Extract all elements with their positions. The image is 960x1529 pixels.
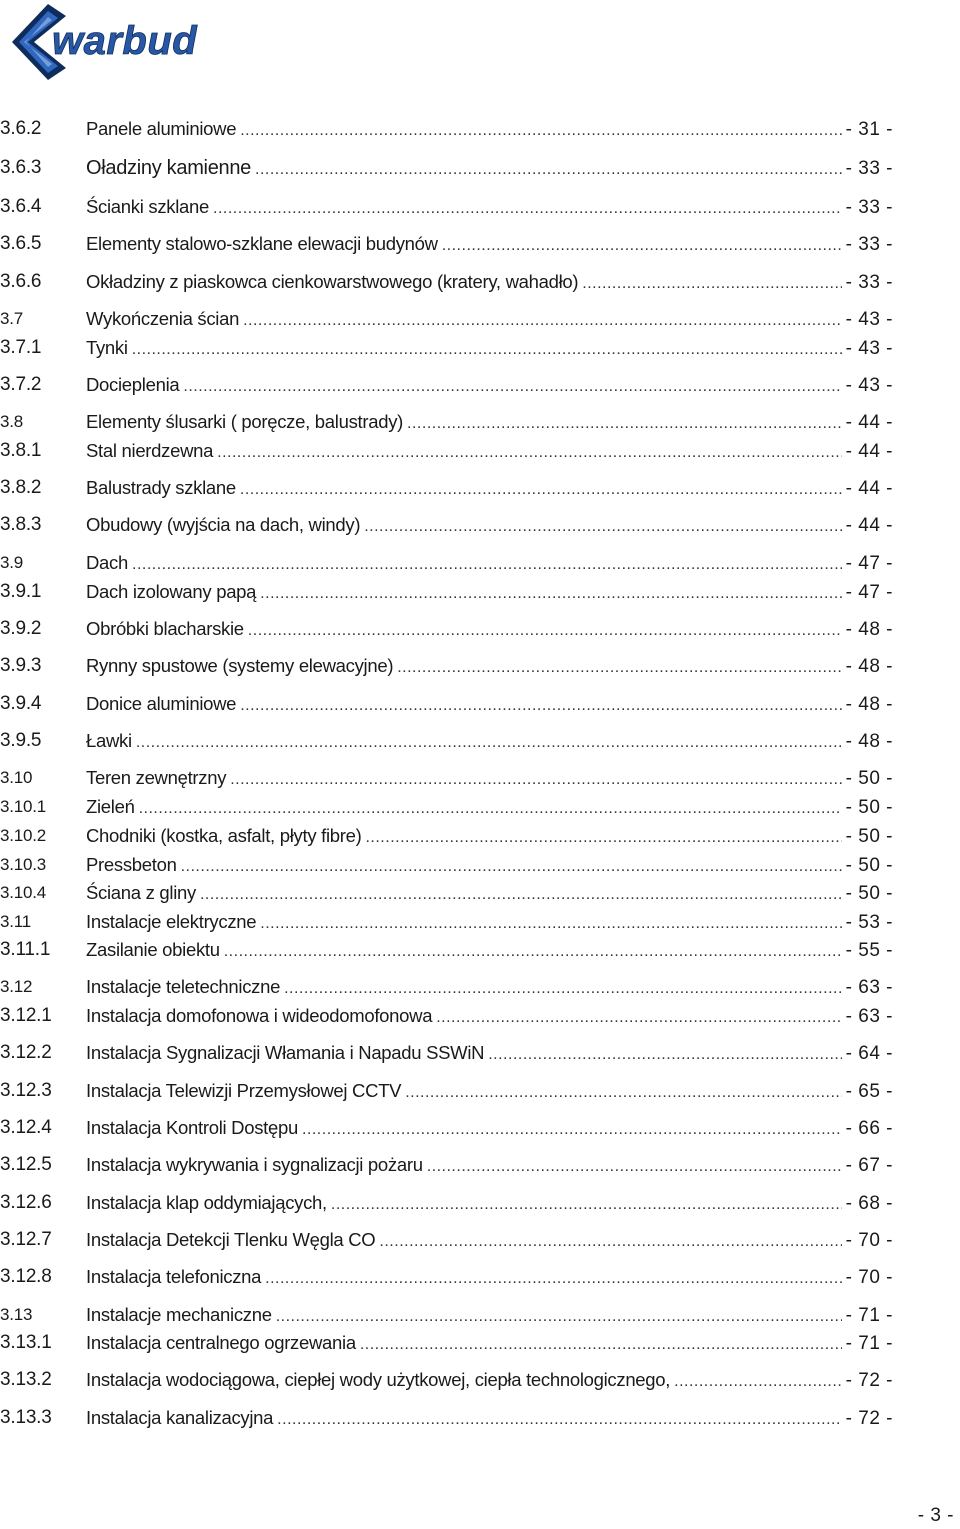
- toc-title: Dach izolowany papą: [86, 581, 257, 602]
- toc-row[interactable]: [0, 475, 893, 501]
- toc-number: 3.12.1: [0, 1005, 52, 1026]
- toc-number: 3.9.5: [0, 730, 42, 751]
- toc-title: Instalacja Sygnalizacji Włamania i Napadu SSWiN: [86, 1042, 485, 1063]
- toc-row[interactable]: [0, 909, 893, 935]
- toc-page: - 50 -: [845, 797, 893, 818]
- toc-leader: [488, 1042, 841, 1068]
- toc-number: 3.10.3: [0, 855, 47, 874]
- toc-row[interactable]: [0, 880, 893, 906]
- toc-number: 3.10.1: [0, 797, 47, 816]
- toc-number: 3.7.2: [0, 374, 42, 395]
- toc-title: Instalacje teletechniczne: [86, 976, 281, 997]
- toc-row[interactable]: [0, 1405, 893, 1431]
- toc-number: 3.12.7: [0, 1229, 52, 1250]
- toc-row[interactable]: [0, 269, 893, 295]
- toc-row[interactable]: [0, 1115, 893, 1141]
- toc-page: - 48 -: [845, 731, 893, 752]
- toc-title: Zieleń: [86, 796, 135, 817]
- toc-page: - 72 -: [845, 1370, 893, 1391]
- toc-leader: [224, 939, 842, 965]
- toc-page: - 68 -: [845, 1193, 893, 1214]
- toc-leader: [240, 477, 842, 503]
- toc-title: Oładziny kamienne: [86, 157, 251, 179]
- toc-page: - 71 -: [845, 1333, 893, 1354]
- toc-number: 3.12.8: [0, 1266, 52, 1287]
- toc-page: - 43 -: [845, 375, 893, 396]
- toc-row[interactable]: [0, 1330, 893, 1356]
- toc-title: Docieplenia: [86, 374, 180, 395]
- warbud-logo: [8, 2, 248, 82]
- toc-leader: [139, 796, 842, 822]
- toc-title: Instalacja Detekcji Tlenku Węgla CO: [86, 1229, 376, 1250]
- toc-row[interactable]: [0, 794, 893, 820]
- toc-title: Instalacja wodociągowa, ciepłej wody użytkowej, ciepła technologicznego,: [86, 1369, 671, 1390]
- toc-number: 3.7.1: [0, 337, 42, 358]
- toc-title: Ściana z gliny: [86, 882, 196, 903]
- toc-number: 3.12.4: [0, 1117, 52, 1138]
- toc-title: Ścianki szklane: [86, 196, 210, 217]
- toc-title: Obudowy (wyjścia na dach, windy): [86, 514, 361, 535]
- toc-row[interactable]: [0, 550, 893, 576]
- toc-title: Balustrady szklane: [86, 477, 236, 498]
- toc-leader: [276, 1304, 842, 1330]
- toc-row[interactable]: [0, 765, 893, 791]
- toc-number: 3.10: [0, 768, 33, 787]
- logo-wordmark: warbud: [52, 19, 198, 63]
- toc-leader: [265, 1266, 842, 1292]
- toc-row[interactable]: [0, 823, 893, 849]
- toc-leader: [200, 882, 842, 908]
- toc-title: Chodniki (kostka, asfalt, płyty fibre): [86, 825, 362, 846]
- toc-page: - 71 -: [845, 1305, 893, 1326]
- toc-title: Pressbeton: [86, 854, 177, 875]
- toc-leader: [132, 337, 842, 363]
- toc-number: 3.8.3: [0, 514, 42, 535]
- toc-row[interactable]: [0, 852, 893, 878]
- toc-title: Instalacja Telewizji Przemysłowej CCTV: [86, 1080, 402, 1101]
- page-number: - 3 -: [917, 1505, 954, 1526]
- toc-number: 3.12.6: [0, 1192, 52, 1213]
- toc-leader: [365, 825, 841, 851]
- toc-number: 3.13.1: [0, 1332, 52, 1353]
- toc-page: - 31 -: [845, 119, 893, 140]
- toc-row[interactable]: [0, 616, 893, 642]
- toc-leader: [302, 1117, 842, 1143]
- toc-row[interactable]: [0, 974, 893, 1000]
- toc-row[interactable]: [0, 155, 893, 181]
- toc-page: - 50 -: [845, 768, 893, 789]
- toc-title: Wykończenia ścian: [86, 308, 240, 329]
- toc-title: Teren zewnętrzny: [86, 767, 227, 788]
- toc-leader: [260, 581, 841, 607]
- toc-row[interactable]: [0, 194, 893, 220]
- toc-number: 3.8.2: [0, 477, 42, 498]
- toc-leader: [407, 411, 842, 437]
- toc-leader: [183, 374, 841, 400]
- toc-leader: [136, 730, 842, 756]
- toc-page: - 64 -: [845, 1043, 893, 1064]
- toc-title: Ławki: [86, 730, 132, 751]
- toc-number: 3.8: [0, 412, 24, 431]
- toc-row[interactable]: [0, 1190, 893, 1216]
- toc-page: - 67 -: [845, 1155, 893, 1176]
- toc-leader: [240, 693, 841, 719]
- toc-page: - 72 -: [845, 1408, 893, 1429]
- toc-leader: [277, 1407, 841, 1433]
- toc-page: - 48 -: [845, 619, 893, 640]
- toc-page: - 44 -: [845, 441, 893, 462]
- toc-row[interactable]: [0, 335, 893, 361]
- toc-page: - 43 -: [845, 309, 893, 330]
- toc-title: Instalacja Kontroli Dostępu: [86, 1117, 298, 1138]
- toc-page: - 33 -: [845, 158, 893, 179]
- toc-title: Obróbki blacharskie: [86, 618, 244, 639]
- toc-leader: [442, 233, 842, 259]
- toc-page: - 63 -: [845, 1006, 893, 1027]
- toc-leader: [217, 440, 842, 466]
- toc-leader: [255, 157, 842, 183]
- toc-number: 3.12: [0, 977, 33, 996]
- toc-title: Dach: [86, 552, 128, 573]
- toc-title: Elementy ślusarki ( poręcze, balustrady): [86, 411, 404, 432]
- toc-page: - 33 -: [845, 272, 893, 293]
- toc-page: - 33 -: [845, 234, 893, 255]
- toc-row[interactable]: [0, 1078, 893, 1104]
- toc-page: - 48 -: [845, 656, 893, 677]
- toc-title: Instalacja klap oddymiających,: [86, 1192, 327, 1213]
- toc-title: Instalacja centralnego ogrzewania: [86, 1332, 356, 1353]
- toc-row[interactable]: [0, 231, 893, 257]
- toc-title: Instalacja telefoniczna: [86, 1266, 262, 1287]
- toc-leader: [582, 271, 841, 297]
- toc-page: - 44 -: [845, 515, 893, 536]
- toc-number: 3.11: [0, 912, 32, 931]
- toc-page: - 44 -: [845, 478, 893, 499]
- toc-row[interactable]: [0, 1227, 893, 1253]
- toc-leader: [674, 1369, 842, 1395]
- toc-row[interactable]: [0, 728, 893, 754]
- toc-row[interactable]: [0, 937, 893, 963]
- toc-number: 3.10.4: [0, 883, 47, 902]
- toc-number: 3.6.3: [0, 157, 42, 178]
- toc-number: 3.8.1: [0, 440, 42, 461]
- toc-page: - 55 -: [845, 940, 893, 961]
- toc-page: - 33 -: [845, 197, 893, 218]
- toc-page: - 50 -: [845, 826, 893, 847]
- toc-title: Panele aluminiowe: [86, 118, 237, 139]
- toc-number: 3.11.1: [0, 939, 51, 960]
- toc-leader: [243, 308, 842, 334]
- toc-leader: [331, 1192, 842, 1218]
- toc-leader: [284, 976, 842, 1002]
- toc-page: - 44 -: [845, 412, 893, 433]
- toc-number: 3.13.3: [0, 1407, 52, 1428]
- toc-number: 3.9: [0, 553, 24, 572]
- toc-row[interactable]: [0, 1040, 893, 1066]
- toc-leader: [230, 767, 841, 793]
- toc-page: - 47 -: [845, 582, 893, 603]
- toc-number: 3.12.5: [0, 1154, 52, 1175]
- toc-leader: [360, 1332, 842, 1358]
- toc-number: 3.13: [0, 1305, 33, 1324]
- toc-title: Instalacje elektryczne: [86, 911, 257, 932]
- toc-leader: [132, 552, 842, 578]
- toc-number: 3.12.3: [0, 1080, 52, 1101]
- toc-leader: [260, 911, 841, 937]
- toc-page: - 50 -: [845, 883, 893, 904]
- toc-leader: [240, 118, 841, 144]
- toc-number: 3.13.2: [0, 1369, 52, 1390]
- toc-title: Elementy stalowo-szklane elewacji budynów: [86, 233, 438, 254]
- toc-row[interactable]: [0, 579, 893, 605]
- toc-row[interactable]: [0, 116, 893, 142]
- toc-number: 3.10.2: [0, 826, 47, 845]
- toc-title: Instalacja domofonowa i wideodomofonowa: [86, 1005, 433, 1026]
- toc-number: 3.6.2: [0, 118, 42, 139]
- toc-title: Stal nierdzewna: [86, 440, 214, 461]
- toc-title: Instalacje mechaniczne: [86, 1304, 272, 1325]
- toc-leader: [213, 196, 842, 222]
- toc-page: - 63 -: [845, 977, 893, 998]
- toc-row[interactable]: [0, 653, 893, 679]
- toc-row[interactable]: [0, 409, 893, 435]
- toc-title: Tynki: [86, 337, 128, 358]
- toc-number: 3.6.5: [0, 233, 42, 254]
- toc-page: - 47 -: [845, 553, 893, 574]
- toc-number: 3.9.1: [0, 581, 42, 602]
- toc-number: 3.6.4: [0, 196, 42, 217]
- toc-row[interactable]: [0, 1302, 893, 1328]
- toc-number: 3.7: [0, 309, 24, 328]
- toc-leader: [436, 1005, 841, 1031]
- toc-row[interactable]: [0, 512, 893, 538]
- toc-title: Zasilanie obiektu: [86, 939, 220, 960]
- toc-number: 3.9.2: [0, 618, 42, 639]
- toc-row[interactable]: [0, 1264, 893, 1290]
- toc-page: - 50 -: [845, 855, 893, 876]
- toc-number: 3.9.4: [0, 693, 42, 714]
- toc-number: 3.6.6: [0, 271, 42, 292]
- toc-leader: [379, 1229, 841, 1255]
- toc-title: Okładziny z piaskowca cienkowarstwowego (kratery, wahadło): [86, 271, 579, 292]
- toc-leader: [405, 1080, 841, 1106]
- toc-row[interactable]: [0, 1003, 893, 1029]
- toc-leader: [364, 514, 841, 540]
- toc-row[interactable]: [0, 1152, 893, 1178]
- toc-title: Donice aluminiowe: [86, 693, 237, 714]
- toc-number: 3.9.3: [0, 655, 42, 676]
- toc-row[interactable]: [0, 372, 893, 398]
- toc-leader: [427, 1154, 842, 1180]
- toc-page: - 66 -: [845, 1118, 893, 1139]
- toc-leader: [181, 854, 842, 880]
- toc-row[interactable]: [0, 306, 893, 332]
- toc-row[interactable]: [0, 691, 893, 717]
- toc-title: Rynny spustowe (systemy elewacyjne): [86, 655, 394, 676]
- toc-row[interactable]: [0, 1367, 893, 1393]
- toc-leader: [248, 618, 842, 644]
- toc-page: - 43 -: [845, 338, 893, 359]
- toc-row[interactable]: [0, 438, 893, 464]
- toc-page: - 53 -: [845, 912, 893, 933]
- toc-leader: [397, 655, 841, 681]
- toc-page: - 70 -: [845, 1230, 893, 1251]
- toc-page: - 48 -: [845, 694, 893, 715]
- toc-page: - 70 -: [845, 1267, 893, 1288]
- toc-number: 3.12.2: [0, 1042, 52, 1063]
- toc-page: - 65 -: [845, 1081, 893, 1102]
- toc-title: Instalacja wykrywania i sygnalizacji pożaru: [86, 1154, 423, 1175]
- toc-title: Instalacja kanalizacyjna: [86, 1407, 274, 1428]
